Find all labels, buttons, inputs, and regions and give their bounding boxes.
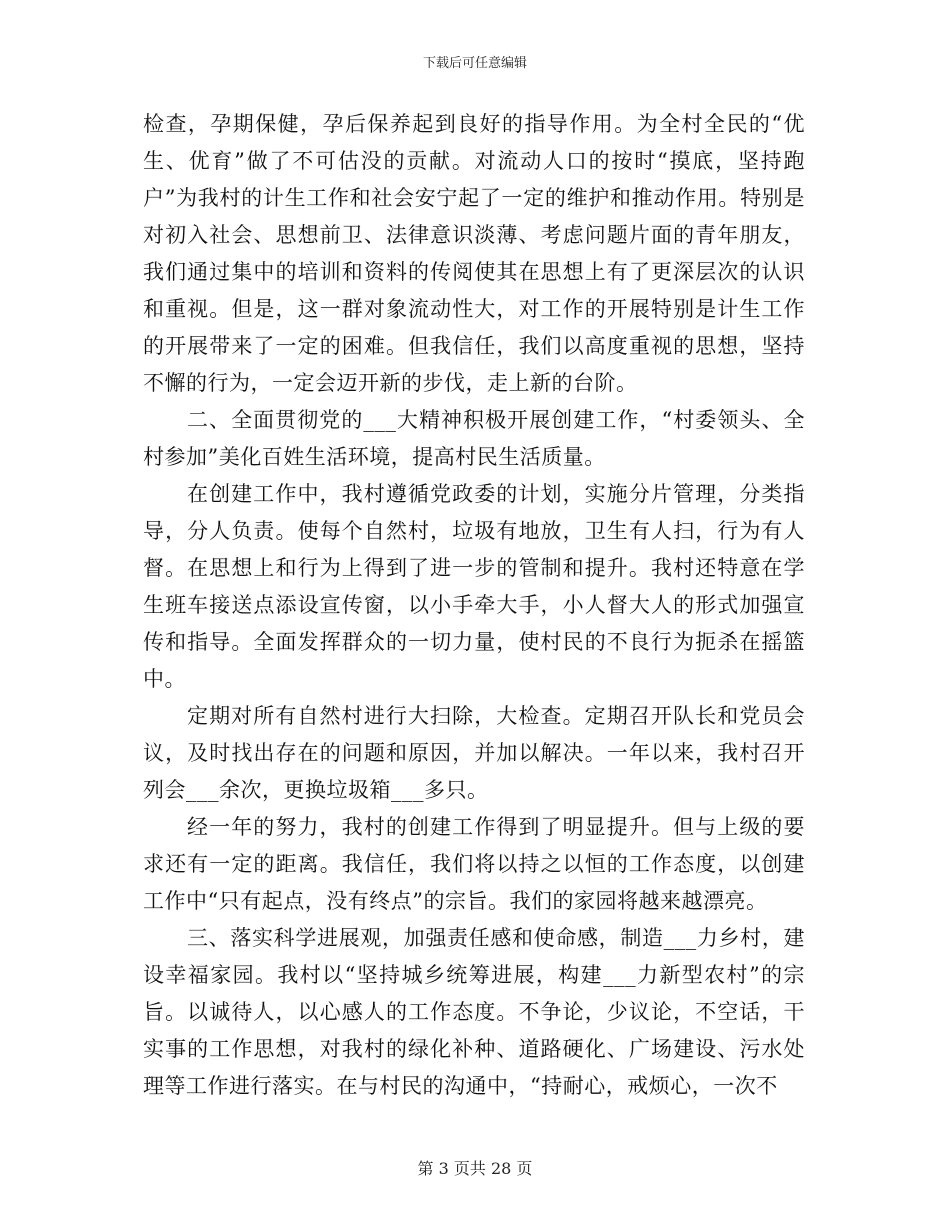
document-body (143, 106, 805, 1105)
paragraph-section-two-heading: 二、全面贯彻党的___大精神积极开展创建工作，“村委领头、全村参加”美化百姓生活环境，提高村民生活质量。 (143, 408, 805, 469)
paragraph-creation-work: 在创建工作中，我村遵循党政委的计划，实施分片管理，分类指导，分人负责。使每个自然村，垃圾有地放，卫生有人扫，行为有人督。在思想上和行为上得到了进一步的管制和提升。我村还特意在学生班车接送点添设宣传窗，以小手牵大手，小人督大人的形式加强宣传和指导。全面发挥群众的一切力量，使村民的不良行为扼杀在摇篮中。 (143, 482, 805, 691)
paragraph-continuation: 检查，孕期保健，孕后保养起到良好的指导作用。为全村全民的“优生、优育”做了不可估没的贡献。对流动人口的按时“摸底，坚持跑户”为我村的计生工作和社会安宁起了一定的维护和推动作用。特别是对初入社会、思想前卫、法律意识淡薄、考虑问题片面的青年朋友，我们通过集中的培训和资料的传阅使其在思想上有了更深层次的认识和重视。但是，这一群对象流动性大，对工作的开展特别是计生工作的开展带来了一定的困难。但我信任，我们以高度重视的思想，坚持不懈的行为，一定会迈开新的步伐，走上新的台阶。 (143, 112, 805, 395)
page-number: 第 3 页共 28 页 (417, 1159, 533, 1178)
paragraph-regular-cleaning: 定期对所有自然村进行大扫除，大检查。定期召开队长和党员会议，及时找出存在的问题和原因，并加以解决。一年以来，我村召开列会___余次，更换垃圾箱___多只。 (143, 704, 805, 802)
paragraph-year-effort: 经一年的努力，我村的创建工作得到了明显提升。但与上级的要求还有一定的距离。我信任，我们将以持之以恒的工作态度，以创建工作中“只有起点，没有终点”的宗旨。我们的家园将越来越漂亮。 (143, 815, 805, 913)
page-header: 下载后可任意编辑 (422, 56, 527, 71)
paragraph-section-three: 三、落实科学进展观，加强责任感和使命感，制造___力乡村，建设幸福家园。我村以“坚持城乡统筹进展，构建___力新型农村”的宗旨。以诚待人，以心感人的工作态度。不争论，少议论，不空话，干实事的工作思想，对我村的绿化补种、道路硬化、广场建设、污水处理等工作进行落实。在与村民的沟通中，“持耐心，戒烦心，一次不 (143, 926, 805, 1098)
